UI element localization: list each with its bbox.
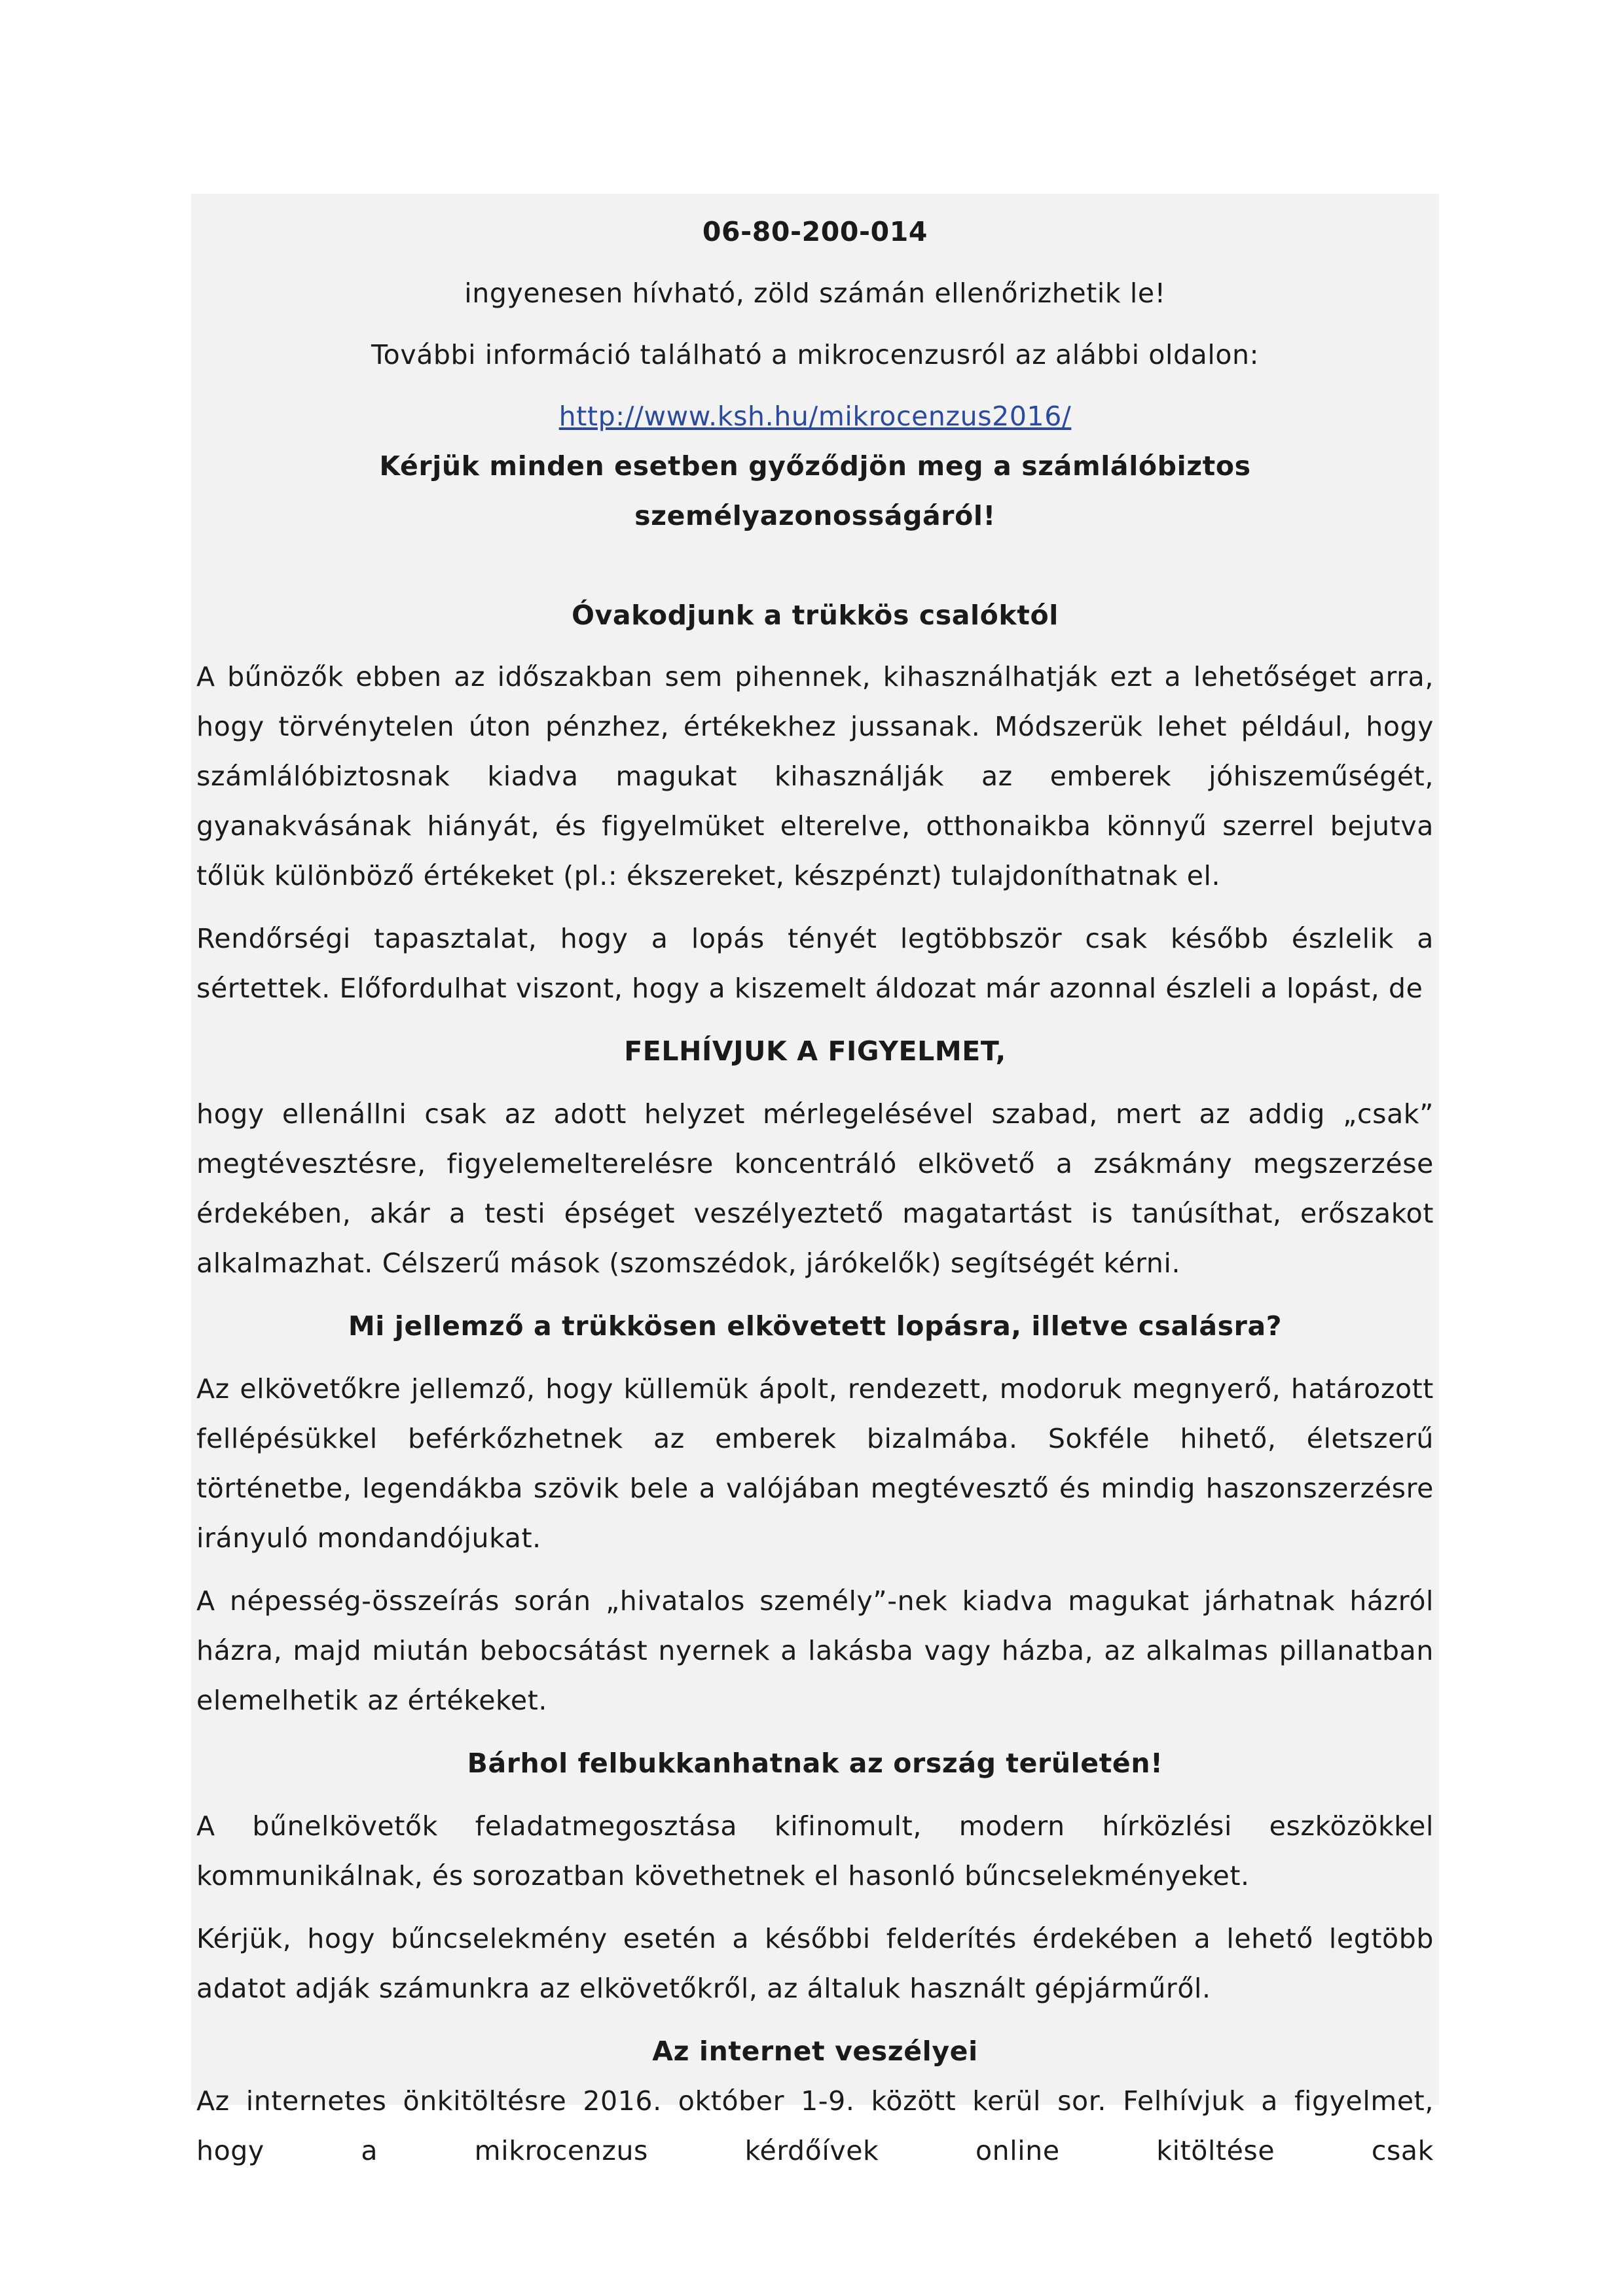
paragraph-internet-line-1: Az internetes önkitöltésre 2016. október 1-9. között kerül sor. Felhívjuk a figyelmet,: [196, 2085, 1434, 2117]
heading-anywhere: Bárhol felbukkanhatnak az ország területén!: [467, 1748, 1163, 1779]
paragraph-police: Rendőrségi tapasztalat, hogy a lopás tényét legtöbbször csak később észlelik a sértettek. Előfordulhat viszont, hogy a kiszemelt áldozat már azonnal észleli a lopást, de: [196, 923, 1434, 1004]
url-line: [196, 391, 1434, 441]
paragraph-request: Kérjük, hogy bűncselekmény esetén a későbbi felderítés érdekében a lehető legtöbb adatot adják számunkra az elkövetőkről, az általuk használt gépjárműről.: [196, 1923, 1434, 2004]
document-body: [196, 207, 1434, 2176]
paragraph-resist: hogy ellenállni csak az adott helyzet mérlegelésével szabad, mert az addig „csak” megtévesztésre, figyelemelterelésre koncentráló elkövető a zsákmány megszerzése érdekében, akár a testi épséget veszélyeztető magatartást is tanúsíthat, erőszakot alkalmazhat. Célszerű mások (szomszédok, járókelők) segítségét kérni.: [196, 1098, 1434, 1279]
heading-tricks: Óvakodjunk a trükkös csalóktól: [572, 600, 1059, 631]
verify-id-notice: Kérjük minden esetben győződjön meg a számlálóbiztos személyazonosságáról!: [379, 450, 1251, 531]
free-call-line: ingyenesen hívható, zöld számán ellenőrizhetik le!: [464, 278, 1166, 309]
paragraph-division: A bűnelkövetők feladatmegosztása kifinomult, modern hírközlési eszközökkel kommunikálnak, és sorozatban követhetnek el hasonló bűncselekményeket.: [196, 1810, 1434, 1892]
paragraph-perpetrators: Az elkövetőkre jellemző, hogy küllemük ápolt, rendezett, modoruk megnyerő, határozott fellépésükkel beférkőzhetnek az emberek bizalmába. Sokféle hihető, életszerű történetbe, legendákba szövik bele a valójában megtévesztő és mindig haszonszerzésre irányuló mondandójukat.: [196, 1373, 1434, 1554]
paragraph-census: A népesség-összeírás során „hivatalos személy”-nek kiadva magukat járhatnak házról házra, majd miután bebocsátást nyernek a lakásba vagy házba, az alkalmas pillanatban elemelhetik az értékeket.: [196, 1585, 1434, 1716]
heading-internet: Az internet veszélyei: [652, 2036, 978, 2067]
paragraph-internet-line-2: hogy a mikrocenzus kérdőívek online kitöltése csak: [196, 2135, 1434, 2166]
heading-typical: Mi jellemző a trükkösen elkövetett lopásra, illetve csalásra?: [348, 1310, 1283, 1342]
more-info-line: További információ található a mikrocenzusról az alábbi oldalon:: [371, 339, 1260, 370]
paragraph-criminals: A bűnözők ebben az időszakban sem pihennek, kihasználhatják ezt a lehetőséget arra, hogy törvénytelen úton pénzhez, értékekhez jussanak. Módszerük lehet például, hogy számlálóbiztosnak kiadva magukat kihasználják az emberek jóhiszeműségét, gyanakvásának hiányát, és figyelmüket elterelve, otthonaikba könnyű szerrel bejutva tőlük különböző értékeket (pl.: ékszereket, készpénzt) tulajdoníthatnak el.: [196, 661, 1434, 891]
heading-attention: FELHÍVJUK A FIGYELMET,: [624, 1035, 1006, 1067]
ksh-link[interactable]: http://www.ksh.hu/mikrocenzus2016/: [558, 401, 1072, 432]
phone-number: 06-80-200-014: [702, 216, 928, 247]
